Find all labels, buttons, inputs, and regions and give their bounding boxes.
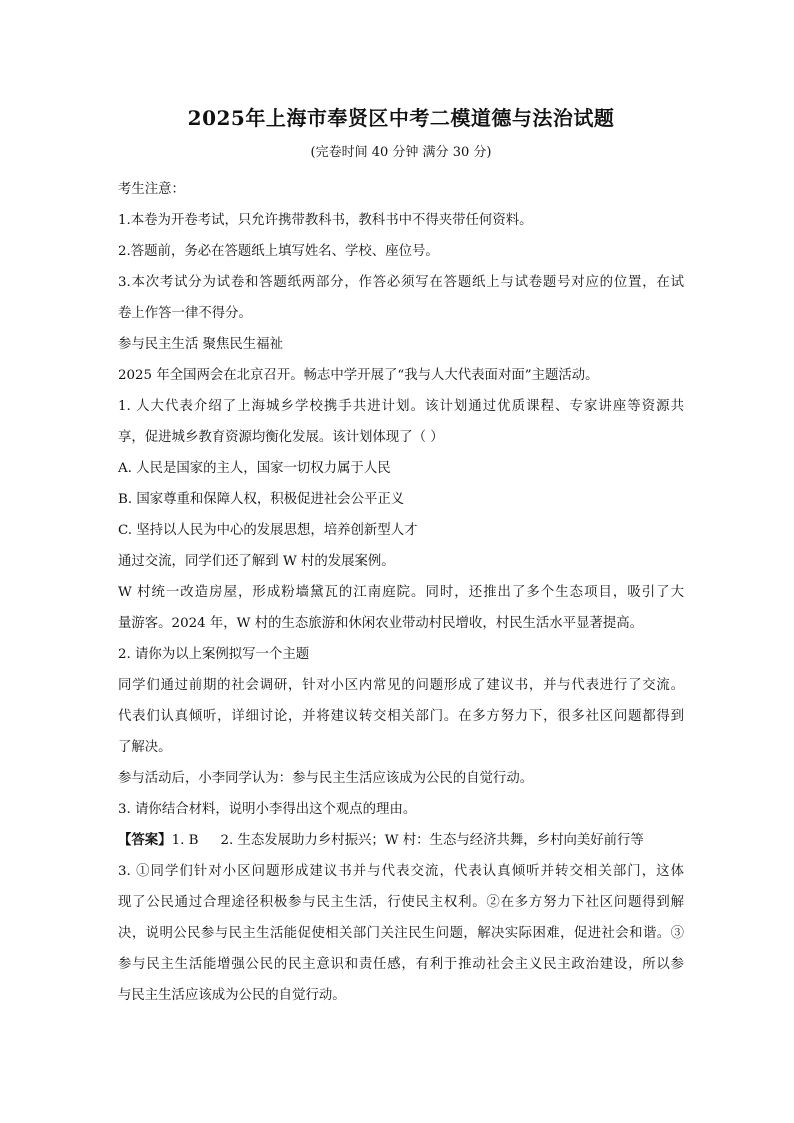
notice-item-3-cont: 卷上作答一律不得分。	[118, 306, 252, 321]
question-1-option-b: B. 国家尊重和保障人权，积极促进社会公平正义	[118, 492, 405, 507]
exam-subtitle: (完卷时间 40 分钟 满分 30 分)	[310, 145, 492, 160]
notice-item-3: 3.本次考试分为试卷和答题纸两部分，作答必须写在答题纸上与试卷题号对应的位置，在试	[118, 275, 684, 290]
answer-line	[118, 825, 684, 856]
answer-3-line-1: 3. ①同学们针对小区问题形成建议书并与代表交流，代表认真倾听并转交相关部门，这体	[118, 864, 684, 879]
case-text-2: 量游客。2024 年，W 村的生态旅游和休闲农业带动村民增收，村民生活水平显著提高。	[118, 616, 644, 631]
notice-item-1: 1.本卷为开卷考试，只允许携带教科书，教科书中不得夹带任何资料。	[118, 213, 533, 228]
question-1-option-a: A. 人民是国家的主人，国家一切权力属于人民	[118, 461, 391, 476]
section-heading: 参与民主生活 聚焦民生福祉	[118, 337, 283, 352]
answer-3-line-2: 现了公民通过合理途径积极参与民主生活，行使民主权利。②在多方努力下社区问题得到解	[118, 895, 684, 910]
exam-title: 2025年上海市奉贤区中考二模道德与法治试题	[187, 106, 615, 130]
answer-2: 2. 生态发展助力乡村振兴；W 村：生态与经济共舞，乡村向美好前行等	[220, 833, 644, 848]
question-1-option-c: C. 坚持以人民为中心的发展思想，培养创新型人才	[118, 523, 418, 538]
question-1-stem: 1. 人大代表介绍了上海城乡学校携手共进计划。该计划通过优质课程、专家讲座等资源共	[118, 399, 684, 414]
case-intro: 通过交流，同学们还了解到 W 村的发展案例。	[118, 554, 395, 569]
question-2: 2. 请你为以上案例拟写一个主题	[118, 647, 310, 662]
notice-item-2: 2.答题前，务必在答题纸上填写姓名、学校、座位号。	[118, 244, 439, 259]
question-3: 3. 请你结合材料，说明小李得出这个观点的理由。	[118, 802, 417, 817]
answer-3-line-4: 参与民主生活能增强公民的民主意识和责任感，有利于推动社会主义民主政治建设，所以参	[118, 957, 684, 972]
question-1-stem-cont: 享，促进城乡教育资源均衡化发展。该计划体现了（ ）	[118, 430, 444, 445]
answer-label: 【答案】	[118, 832, 172, 848]
research-text-2: 代表们认真倾听，详细讨论，并将建议转交相关部门。在多方努力下，很多社区问题都得到	[118, 709, 684, 724]
exam-page	[118, 104, 684, 1011]
section-intro: 2025 年全国两会在北京召开。畅志中学开展了“我与人大代表面对面”主题活动。	[118, 368, 599, 383]
research-text-1: 同学们通过前期的社会调研，针对小区内常见的问题形成了建议书，并与代表进行了交流。	[118, 678, 684, 693]
answer-1: 1. B	[171, 833, 199, 848]
answer-3-line-3: 决，说明公民参与民主生活能促使相关部门关注民生问题，解决实际困难，促进社会和谐。③	[118, 926, 684, 941]
case-text-1: W 村统一改造房屋，形成粉墙黛瓦的江南庭院。同时，还推出了多个生态项目，吸引了大	[118, 585, 684, 600]
notice-heading: 考生注意：	[118, 182, 185, 197]
answer-3-line-5: 与民主生活应该成为公民的自觉行动。	[118, 988, 346, 1003]
view-text: 参与活动后，小李同学认为：参与民主生活应该成为公民的自觉行动。	[118, 771, 534, 786]
research-text-3: 了解决。	[118, 740, 172, 755]
